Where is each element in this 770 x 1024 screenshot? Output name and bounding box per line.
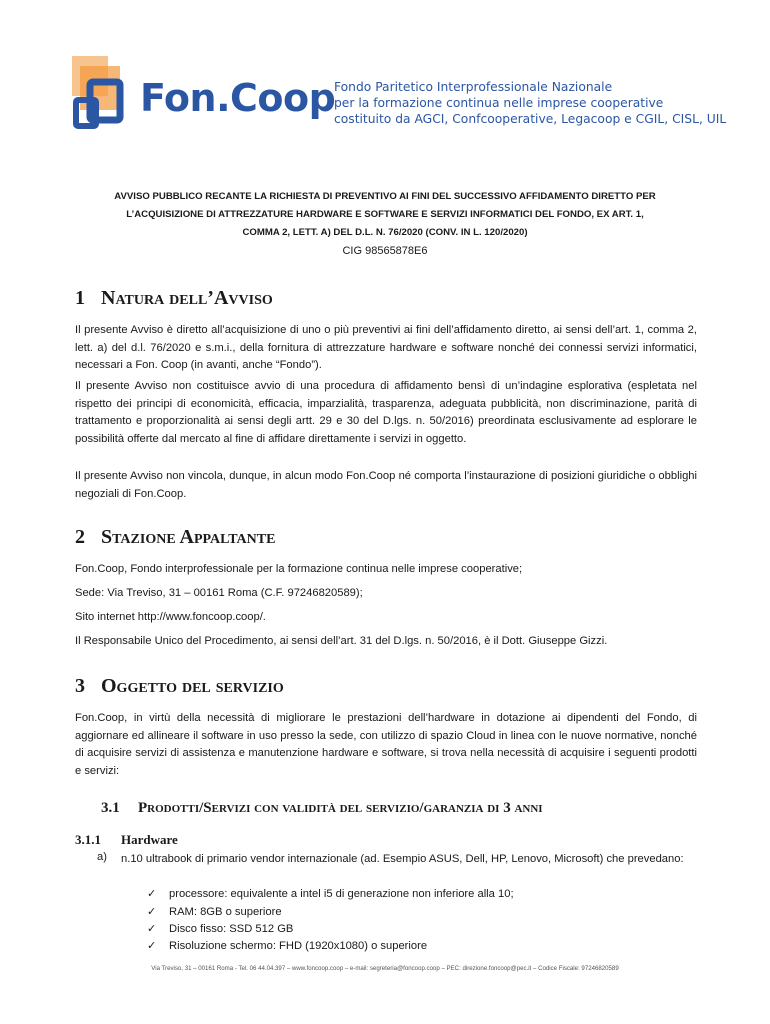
section-1-paragraph-1: Il presente Avviso è diretto all’acquisizione di uno o più preventivi ai fini dell’affidamento diretto, ai sensi dell’art. 1, comma 2, lett. a) del d.l. 76/2020 e s.m.i., della fornitura di attrezzature hardware e software nonché dei connessi servizi informatici, necessari a Fon. Coop (in avanti, anche “Fondo”).	[75, 324, 697, 371]
section-number: 3	[75, 675, 85, 697]
subsection-number: 3.1	[101, 800, 120, 816]
section-1-paragraph-3: Il presente Avviso non vincola, dunque, in alcun modo Fon.Coop né comporta l’instaurazione di posizioni giuridiche o obblighi negoziali di Fon.Coop.	[75, 470, 697, 500]
section-2-line-3: Sito internet http://www.foncoop.coop/.	[75, 611, 266, 623]
foncoop-logo-mark	[68, 52, 148, 142]
notice-title	[70, 188, 700, 242]
section-2-line-2: Sede: Via Treviso, 31 – 00161 Roma (C.F. 97246820589);	[75, 587, 363, 599]
section-2-line-4: Il Responsabile Unico del Procedimento, ai sensi dell’art. 31 del D.lgs. n. 50/2016, è il Dott. Giuseppe Gizzi.	[75, 635, 608, 647]
notice-title-line: AVVISO PUBBLICO RECANTE LA RICHIESTA DI PREVENTIVO AI FINI DEL SUCCESSIVO AFFIDAMENTO DIRETTO PER	[114, 191, 656, 202]
spec-item	[147, 939, 427, 952]
notice-title-line: L’ACQUISIZIONE DI ATTREZZATURE HARDWARE E SOFTWARE E SERVIZI INFORMATICI DEL FONDO, EX ART. 1,	[126, 209, 644, 220]
checkmark-icon: ✓	[147, 939, 157, 952]
spec-item	[147, 922, 293, 935]
section-number: 1	[75, 287, 85, 309]
organization-description	[334, 79, 726, 127]
section-3-paragraph-1: Fon.Coop, in virtù della necessità di migliorare le prestazioni dell’hardware in dotazione ai dipendenti del Fondo, di aggiornare ed allineare il software in uso presso la sede, con utilizzo di spazio Cloud in linea con le nuove normative, nonché di acquisire servizi di assistenza e manutenzione hardware e software, si trova nella necessità di acquisire i seguenti prodotti e servizi:	[75, 712, 697, 777]
section-2-line-1: Fon.Coop, Fondo interprofessionale per la formazione continua nelle imprese cooperative;	[75, 563, 523, 575]
checkmark-icon: ✓	[147, 887, 157, 900]
checkmark-icon: ✓	[147, 922, 157, 935]
section-number: 2	[75, 526, 85, 548]
subsubsection-title: Hardware	[121, 832, 178, 847]
spec-text: RAM: 8GB o superiore	[169, 906, 282, 918]
spec-item	[147, 887, 514, 900]
org-line: Fondo Paritetico Interprofessionale Nazionale	[334, 80, 613, 94]
list-item-letter: a)	[97, 851, 107, 863]
subsection-3-1-heading	[101, 800, 543, 817]
section-title: Stazione Appaltante	[101, 526, 276, 548]
subsubsection-3-1-1-heading	[75, 832, 178, 848]
org-line: costituito da AGCI, Confcooperative, Legacoop e CGIL, CISL, UIL	[334, 112, 727, 126]
section-1-heading	[75, 287, 273, 310]
spec-text: processore: equivalente a intel i5 di generazione non inferiore alla 10;	[169, 888, 514, 900]
page-footer: Via Treviso, 31 – 00161 Roma - Tel. 06 44.04.397 – www.foncoop.coop – e-mail: segreteria@foncoop.coop – PEC: direzione.foncoop@pec.it – Codice Fiscale: 97246820589	[151, 965, 619, 972]
org-line: per la formazione continua nelle imprese cooperative	[334, 96, 664, 110]
spec-text: Disco fisso: SSD 512 GB	[169, 923, 294, 935]
section-title: Natura dell’Avviso	[101, 287, 273, 309]
section-1-paragraph-2: Il presente Avviso non costituisce avvio di una procedura di affidamento bensì di un’indagine esplorativa (espletata nel rispetto dei principi di economicità, efficacia, imparzialità, trasparenza, adeguata pubblicità, non discriminazione, parità di trattamento e proporzionalità ai sensi degli artt. 29 e 30 del D.lgs. n. 50/2016) preordinata esclusivamente ad esplorare le possibilità offerte dal mercato al fine di affidare direttamente i servizi in oggetto.	[75, 380, 697, 445]
notice-title-line: COMMA 2, LETT. A) DEL D.L. N. 76/2020 (CONV. IN L. 120/2020)	[242, 227, 528, 238]
section-2-heading	[75, 526, 275, 549]
cig-code: CIG 98565878E6	[342, 245, 428, 257]
checkmark-icon: ✓	[147, 905, 157, 918]
section-3-heading	[75, 675, 284, 698]
section-title: Oggetto del servizio	[101, 675, 284, 697]
foncoop-logo-text: Fon.Coop	[140, 76, 336, 120]
subsection-title: Prodotti/Servizi con validità del servizio/garanzia di 3 anni	[138, 800, 543, 816]
spec-item	[147, 905, 282, 918]
spec-text: Risoluzione schermo: FHD (1920x1080) o superiore	[169, 940, 428, 952]
list-item-text: n.10 ultrabook di primario vendor internazionale (ad. Esempio ASUS, Dell, HP, Lenovo, Microsoft) che prevedano:	[121, 853, 684, 865]
subsubsection-number: 3.1.1	[75, 832, 101, 847]
